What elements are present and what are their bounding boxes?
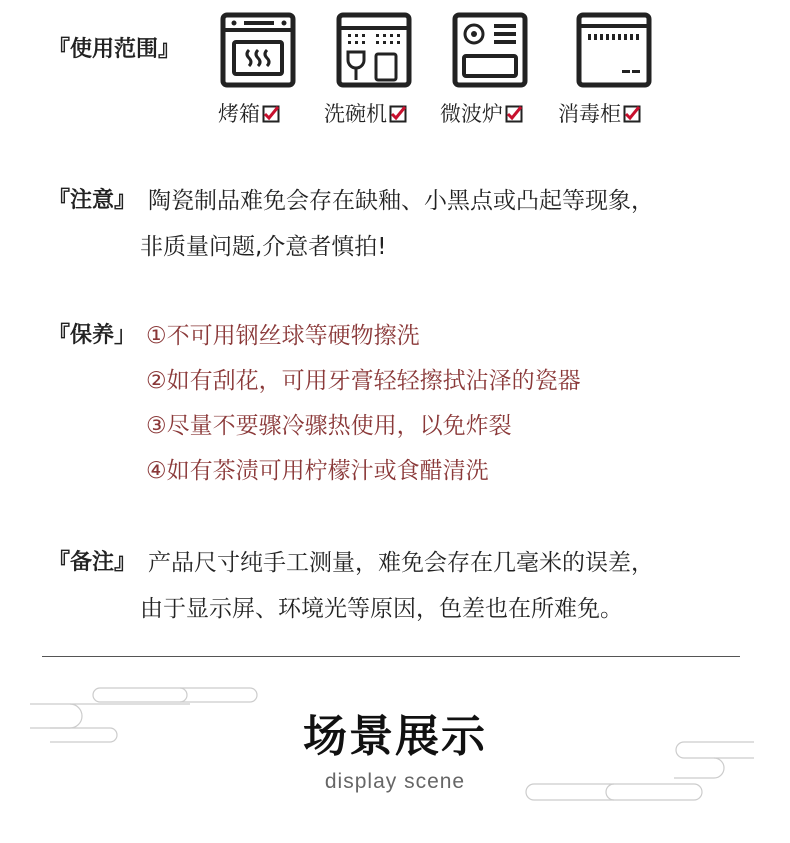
usage-item-microwave: 微波炉 [440,98,523,128]
sterilizer-cabinet-icon [576,12,652,88]
usage-item-oven: 烤箱 [218,98,280,128]
checkbox-checked-icon [389,105,407,123]
care-item-3: ③尽量不要骤冷骤热使用，以免炸裂 [146,413,512,439]
notice-line-2: 非质量问题,介意者慎拍! [140,234,387,260]
notice-label: 『注意』 [48,188,137,213]
remark-line-1: 产品尺寸纯手工测量，难免会存在几毫米的误差， [148,550,654,576]
scene-subtitle: display scene [324,770,466,793]
usage-item-dishwasher: 洗碗机 [324,98,407,128]
microwave-icon [452,12,528,88]
care-item-1: ①不可用钢丝球等硬物擦洗 [146,323,420,349]
care-item-4: ④如有茶渍可用柠檬汁或食醋清洗 [146,458,489,484]
usage-label: 『使用范围』 [48,37,181,62]
checkbox-checked-icon [623,105,641,123]
scene-title: 场景展示 [303,711,487,762]
notice-line-1: 陶瓷制品难免会存在缺釉、小黑点或凸起等现象， [148,188,654,214]
section-divider [42,656,740,657]
remark-label: 『备注』 [48,550,137,575]
care-label: 『保养」 [48,323,137,348]
checkbox-checked-icon [262,105,280,123]
care-item-2: ②如有刮花，可用牙膏轻轻擦拭沾泽的瓷器 [146,368,581,394]
remark-line-2: 由于显示屏、环境光等原因，色差也在所难免。 [140,596,623,622]
dishwasher-icon [336,12,412,88]
checkbox-checked-icon [505,105,523,123]
usage-item-sterilizer: 消毒柜 [558,98,641,128]
oven-icon [220,12,296,88]
